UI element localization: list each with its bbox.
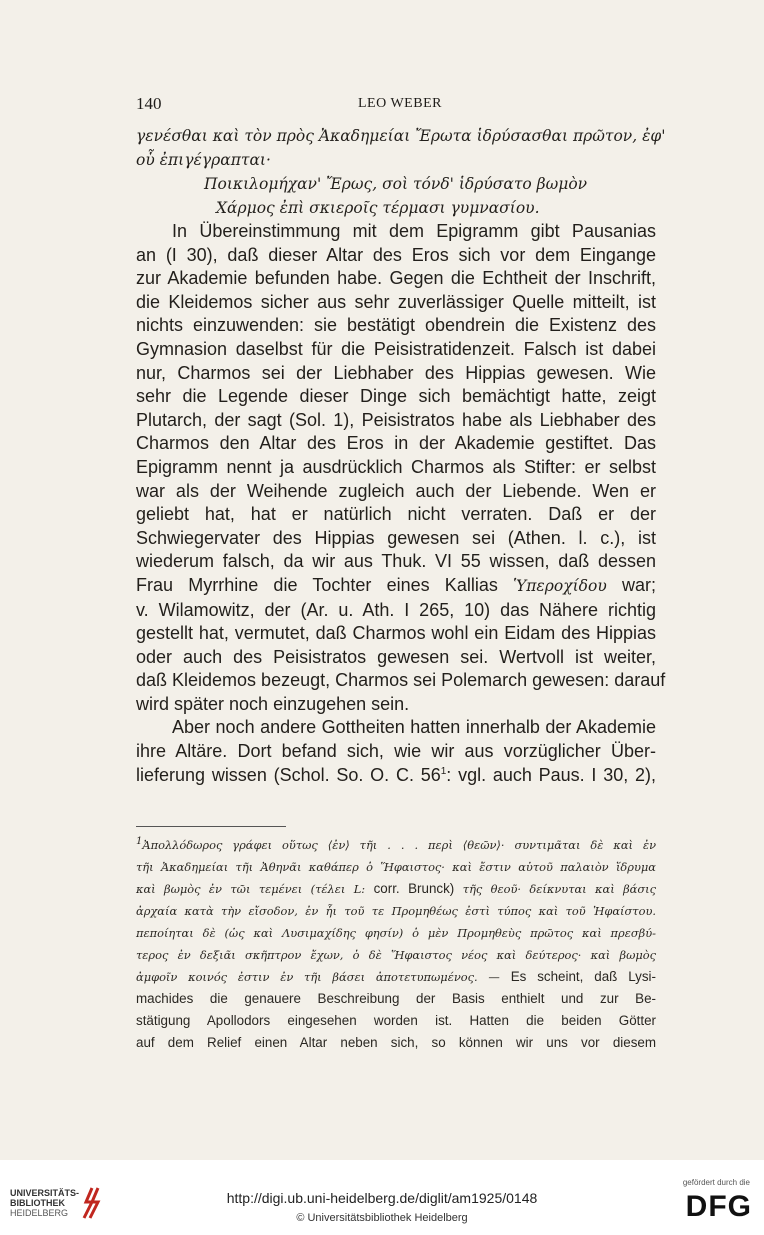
footnote-line: auf dem Relief einen Altar neben sich, so können wir uns vor diesem	[136, 1035, 656, 1050]
footnote-rule	[136, 826, 286, 827]
text-line: oder auch des Peisistratos gewesen sei. Wertvoll ist weiter,	[136, 646, 656, 667]
page-header	[136, 94, 656, 118]
text-line: an (I 30), daß dieser Altar des Eros sich vor dem Eingange	[136, 244, 656, 265]
text-line: Charmos den Altar des Eros in der Akademie gestiftet. Das	[136, 433, 656, 454]
text-line: war als der Weihende zugleich auch der Liebende. Wen er	[136, 480, 656, 501]
copyright: © Universitätsbibliothek Heidelberg	[296, 1212, 468, 1224]
footnote-greek: ἀμφοῖν κοινός ἐστιν ἐν τῆι βάσει ἀποτετυπωμένος. —	[136, 970, 500, 984]
text-line: wiederum falsch, da wir aus Thuk. VI 55 wissen, daß dessen	[136, 551, 656, 572]
footnote-latin: Es scheint, daß Lysi-	[510, 969, 656, 984]
footnote-line	[136, 834, 656, 856]
epigram-line: Χάρμος ἐπὶ σκιεροῖς τέρμασι γυμνασίου.	[216, 199, 540, 217]
text-line: Plutarch, der sagt (Sol. 1), Peisistratos habe als Liebhaber des	[136, 409, 656, 430]
footer-bar	[0, 1160, 764, 1235]
page-number: 140	[136, 94, 162, 113]
paragraph-1	[136, 220, 666, 716]
epigram-line: Ποικιλομήχαν' Ἔρως, σοὶ τόνδ' ἱδρύσατο βωμὸν	[204, 175, 588, 193]
footnote-latin: corr. Brunck)	[373, 881, 455, 896]
footnote-line: stätigung Apollodors eingesehen worden ist. Hatten die beiden Götter	[136, 1013, 656, 1028]
text-line: Schwiegervater des Hippias gewesen sei (Athen. l. c.), ist	[136, 527, 656, 548]
paragraph-2	[136, 716, 656, 787]
footnote	[136, 834, 656, 1054]
text-line: Gymnasion daselbst für die Peisistratidenzeit. Falsch ist dabei	[136, 338, 656, 359]
greek-intro	[136, 124, 666, 172]
text-line: Epigramm nennt ja ausdrücklich Charmos als Stifter: er selbst	[136, 456, 656, 477]
text-segment: war;	[621, 574, 656, 595]
text-line: daß Kleidemos bezeugt, Charmos sei Polemarch gewesen: darauf	[136, 670, 666, 691]
library-name-line: BIBLIOTHEK	[10, 1198, 65, 1208]
footnote-ref: 1	[440, 765, 447, 777]
page-url[interactable]: http://digi.ub.uni-heidelberg.de/diglit/am1925/0148	[226, 1190, 538, 1206]
footnote-line	[136, 878, 656, 900]
footnote-line: machides die genauere Beschreibung der Basis enthielt und zur Be-	[136, 991, 656, 1006]
text-line: nichts einzuwenden: sie bestätigt obendrein die Existenz des	[136, 315, 656, 336]
footnote-line: πεποίηται δὲ (ὡς καὶ Λυσιμαχίδης φησίν) ὁ μὲν Προμηθεὺς πρῶτος καὶ πρεσβύ-	[136, 926, 656, 940]
text-line: v. Wilamowitz, der (Ar. u. Ath. I 265, 10) das Nähere richtig	[136, 599, 656, 620]
library-name-line: UNIVERSITÄTS-	[10, 1188, 80, 1198]
footnote-greek: Ἀπολλόδωρος γράφει οὕτως ⟨ἐν⟩ τῆι . . . περὶ ⟨θεῶν⟩· συντιμᾶται δὲ καὶ ἐν	[142, 838, 656, 852]
text-line: nur, Charmos sei der Liebhaber des Hippias gewesen. Wie	[136, 362, 656, 383]
text-segment: lieferung wissen (Schol. So. O. C. 56	[136, 764, 441, 785]
text-segment: Frau Myrrhine die Tochter eines Kallias	[136, 574, 498, 595]
main-text	[136, 124, 666, 787]
text-line: gestellt hat, vermutet, daß Charmos wohl ein Eidam des Hippias	[136, 623, 656, 644]
text-line: Aber noch andere Gottheiten hatten innerhalb der Akademie	[172, 717, 656, 738]
text-line: wird später noch einzugehen sein.	[136, 693, 410, 714]
text-line: ihre Altäre. Dort befand sich, wie wir aus vorzüglicher Über-	[136, 741, 656, 762]
text-line: In Übereinstimmung mit dem Epigramm gibt Pausanias	[172, 221, 656, 241]
text-line: sehr die Legende dieser Dinge sich bemächtigt hatte, zeigt	[136, 386, 656, 407]
text-line: die Kleidemos sicher aus sehr zuverlässiger Quelle mitteilt, ist	[136, 291, 656, 312]
footnote-line: τῆι Ἀκαδημείαι τῆι Ἀθηνᾶι καθάπερ ὁ Ἥφαιστος· καὶ ἔστιν αὐτοῦ παλαιὸν ἵδρυμα	[136, 860, 656, 874]
funding-note: gefördert durch die	[682, 1178, 750, 1187]
text-segment: : vgl. auch Paus. I 30, 2),	[446, 764, 656, 785]
text-line	[136, 764, 656, 788]
footnote-greek: καὶ βωμὸς ἐν τῶι τεμένει (τέλει L:	[136, 882, 366, 896]
running-head: LEO WEBER	[358, 96, 442, 111]
epigram	[136, 172, 656, 220]
footnote-line: τερος ἐν δεξιᾶι σκῆπτρον ἔχων, ὁ δὲ Ἥφαιστος νέος καὶ δεύτερος· καὶ βωμὸς	[136, 948, 656, 962]
text-line: geliebt hat, hat er natürlich nicht verraten. Daß er der	[136, 504, 656, 525]
text-line	[136, 574, 656, 599]
text-line: zur Akademie befunden habe. Gegen die Echtheit der Inschrift,	[136, 268, 656, 289]
footnote-greek: τῆς θεοῦ· δείκνυται καὶ βάσις	[462, 882, 656, 896]
dfg-logo: DFG	[685, 1190, 752, 1223]
footnote-marker: 1	[136, 836, 143, 848]
greek-intro-line: οὗ ἐπιγέγραπται·	[136, 151, 271, 169]
library-name-line: HEIDELBERG	[10, 1208, 69, 1218]
greek-name: Ὑπεροχίδου	[513, 576, 607, 595]
footnote-line	[136, 966, 656, 988]
footnote-line: ἀρχαία κατὰ τὴν εἴσοδον, ἐν ἧι τοῦ τε Προμηθέως ἐστὶ τύπος καὶ τοῦ Ἡφαίστου.	[136, 904, 656, 918]
greek-intro-line: γενέσθαι καὶ τὸν πρὸς Ἀκαδημείαι Ἔρωτα ἱδρύσασθαι πρῶτον, ἐφ'	[136, 127, 666, 145]
